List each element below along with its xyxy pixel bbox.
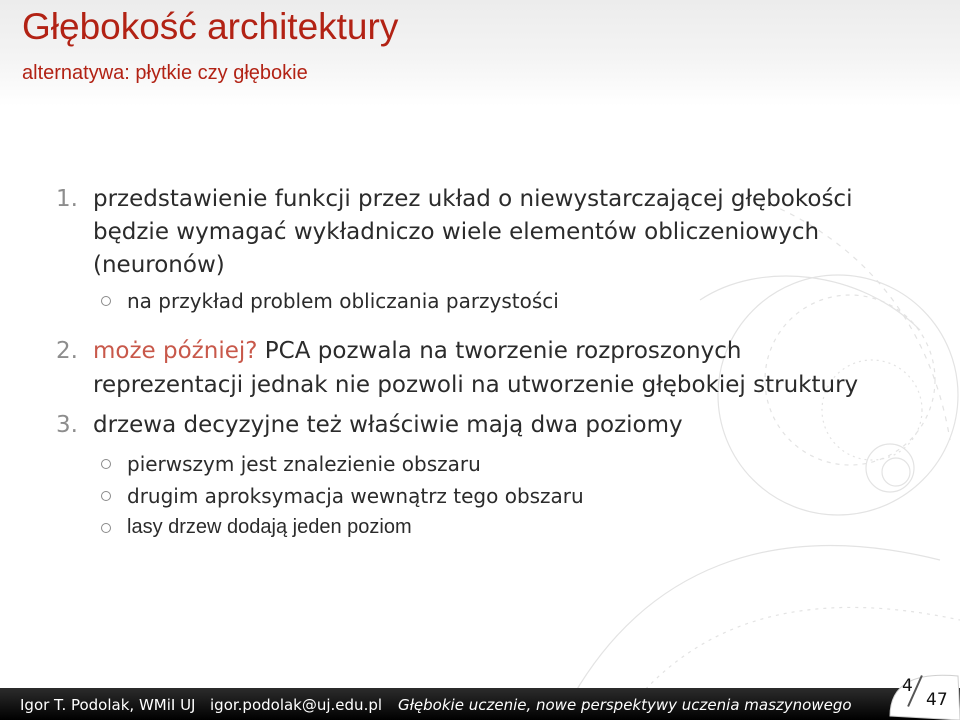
circle-bullet-icon <box>101 296 111 306</box>
footer-author: Igor T. Podolak, WMiI UJ <box>20 696 196 714</box>
page-current: 4 <box>902 676 913 696</box>
slide-subtitle: alternatywa: płytkie czy głębokie <box>22 62 308 84</box>
circle-bullet-icon <box>101 459 111 469</box>
item-text-line: reprezentacji jednak nie pozwoli na utworzenie głębokiej struktury <box>93 372 859 398</box>
slide-title: Głębokość architektury <box>22 6 399 47</box>
item-text-line: drzewa decyzyjne też właściwie mają dwa poziomy <box>93 412 683 438</box>
page-total: 47 <box>926 690 948 710</box>
item-text-inline: PCA pozwala na tworzenie rozproszonych <box>264 338 742 364</box>
subitem-text: lasy drzew dodają jeden poziom <box>127 516 412 538</box>
item-text-line: będzie wymagać wykładniczo wiele elementów obliczeniowych <box>93 219 820 245</box>
footer-bar <box>0 688 960 720</box>
item-text-line: (neuronów) <box>93 252 225 278</box>
page-counter <box>884 670 960 720</box>
footer-email[interactable]: igor.podolak@uj.edu.pl <box>210 696 383 714</box>
subitem-text: pierwszym jest znalezienie obszaru <box>127 452 481 476</box>
circle-bullet-icon <box>101 491 111 501</box>
item-lead-highlight: może później? <box>93 338 258 364</box>
item-text-line: przedstawienie funkcji przez układ o niewystarczającej głębokości <box>93 186 853 212</box>
item-number: 2. <box>56 338 78 364</box>
item-number: 1. <box>56 186 78 212</box>
subitem-text: na przykład problem obliczania parzystości <box>127 289 559 313</box>
item-text-line <box>93 338 741 364</box>
circle-bullet-icon <box>101 523 111 533</box>
subitem-text: drugim aproksymacja wewnątrz tego obszaru <box>127 484 584 508</box>
header-band <box>0 0 960 106</box>
item-number: 3. <box>56 412 78 438</box>
footer-talk-title: Głębokie uczenie, nowe perspektywy uczenia maszynowego <box>398 696 852 714</box>
